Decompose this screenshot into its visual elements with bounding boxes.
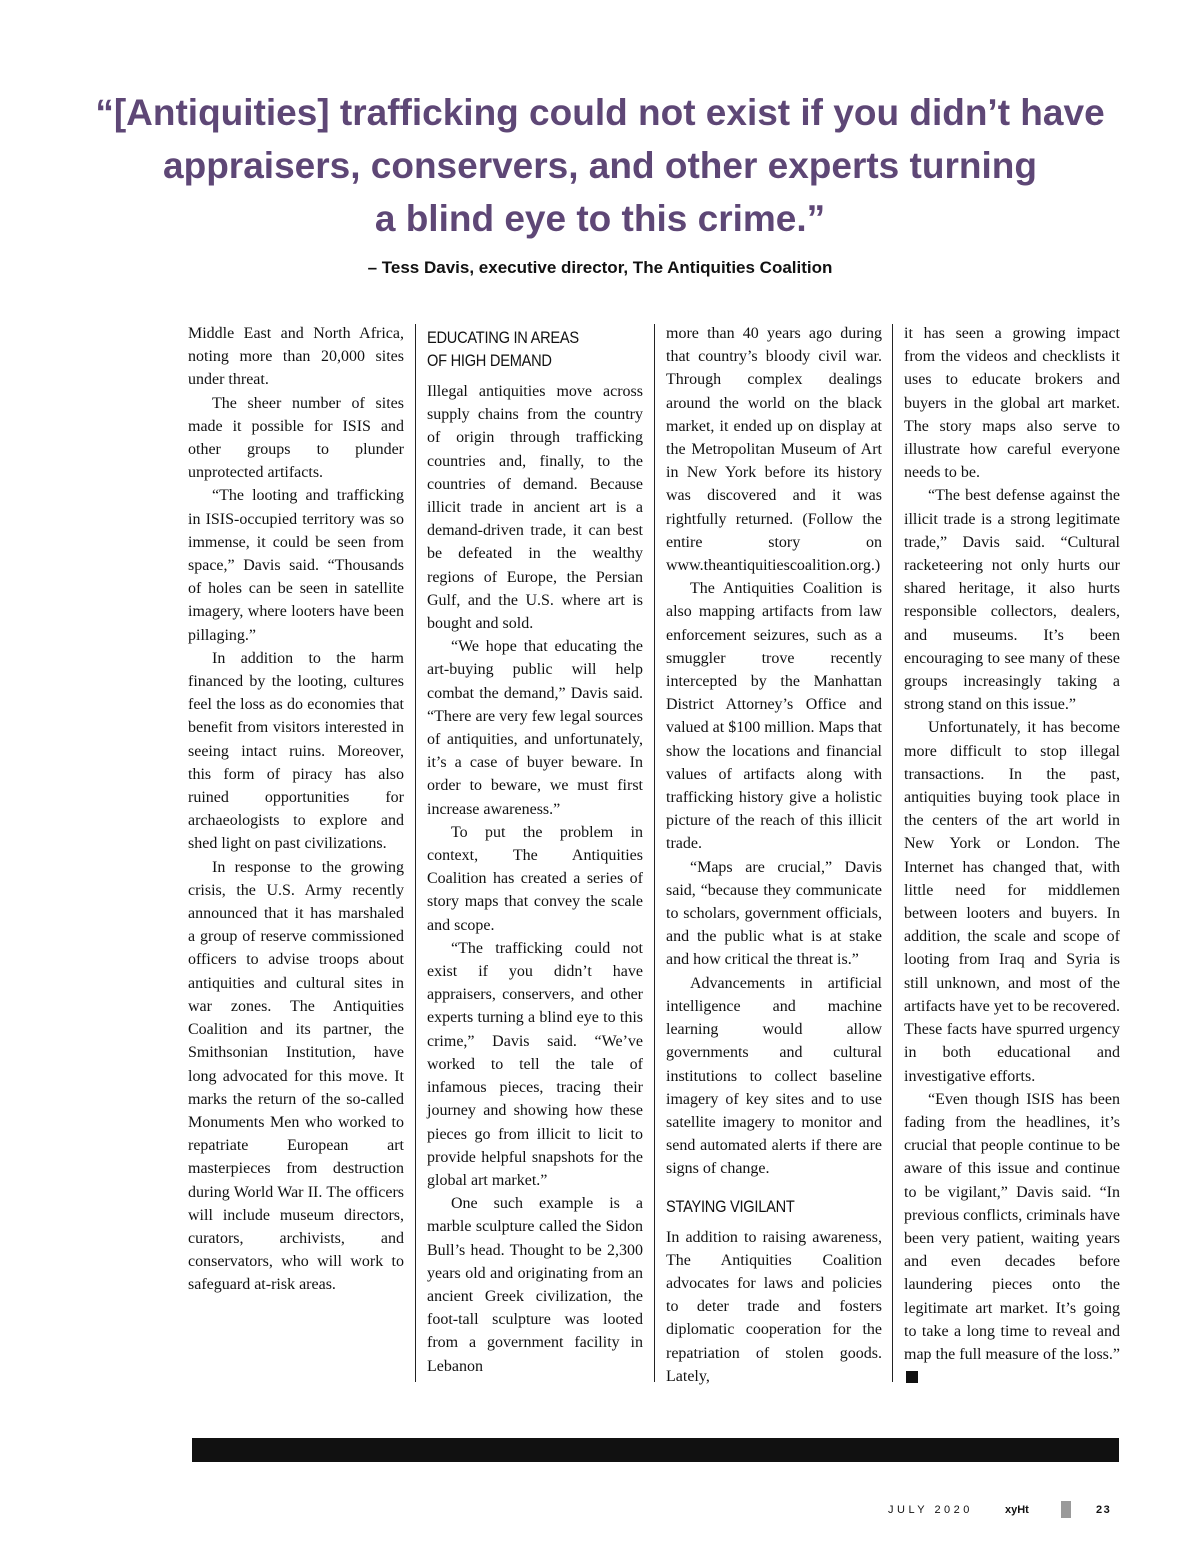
paragraph: more than 40 years ago during that country’s bloody civil war. Through complex dealings around the world on the black market, it ended up on display at the Metropolitan Museum of Art in New York before its history was discovered and it was rightfully returned. (Follow the entire story on www.theantiquitiescoalition.org.) [666,325,882,575]
paragraph: The Antiquities Coalition is also mapping artifacts from law enforcement seizures, such as a smuggler trove recently intercepted by the Manhattan District Attorney’s Office and valued at $100 million. Maps that show the locations and financial values of artifacts along with trafficking history give a holistic picture of the reach of this illicit trade. [666,580,882,853]
paragraph: In addition to raising awareness, The Antiquities Coalition advocates for laws and policies to deter trade and fosters diplomatic cooperation for the repatriation of stolen goods. Lately, [666,1228,882,1385]
paragraph-text: “Even though ISIS has been fading from the headlines, it’s crucial that people continue to be aware of this issue and continue to be vigilant,” Davis said. “In previous conflicts, criminals have been very patient, waiting years and even decades before laundering pieces onto the legitimate art market. It’s going to take a long time to reveal and map the full measure of the loss.” [904,1090,1120,1363]
column-divider [654,324,655,1382]
paragraph: To put the problem in context, The Antiquities Coalition has created a series of story maps that convey the scale and scope. [427,823,643,934]
section-heading [666,1195,852,1218]
paragraph: The sheer number of sites made it possible for ISIS and other groups to plunder unprotected artifacts. [188,394,404,482]
paragraph: Advancements in artificial intelligence and machine learning would allow governments and cultural institutions to collect baseline imagery of key sites and to use satellite imagery to monitor and send automated alerts if there are signs of change. [666,974,882,1178]
article-column-1 [188,322,404,1297]
paragraph: In response to the growing crisis, the U.S. Army recently announced that it has marshaled a group of reserve commissioned officers to advise troops about antiquities and cultural sites in war zones. The Antiquities Coalition and its partner, the Smithsonian Institution, have long advocated for this move. It marks the return of the so-called Monuments Men who worked to repatriate European art masterpieces from destruction during World War II. The officers will include museum directors, curators, archivists, and conservators, who will work to safeguard at-risk areas. [188,858,404,1294]
footer-bar [192,1438,1119,1462]
paragraph: One such example is a marble sculpture called the Sidon Bull’s head. Thought to be 2,300 years old and originating from an ancient Greek civilization, the foot-tall sculpture was looted from a government facility in Lebanon [427,1195,643,1375]
paragraph: “We hope that educating the art-buying public will help combat the demand,” Davis said. “There are very few legal sources of antiquities, and unfortunately, it’s a case of buyer beware. In order to beware, we must first increase awareness.” [427,638,643,818]
paragraph: Illegal antiquities move across supply chains from the country of origin through trafficking countries and, finally, to the countries of demand. Because illicit trade in ancient art is a demand-driven trade, it can best be defeated in the wealthy regions of Europe, the Persian Gulf, and the U.S. where art is bought and sold. [427,383,643,633]
end-of-article-mark [906,1371,918,1383]
pull-quote-line: a blind eye to this crime.” [374,198,826,239]
magazine-brand: xyHt [1005,1504,1029,1516]
column-divider [415,324,416,1382]
article-column-3 [666,322,882,1388]
section-heading [427,326,613,372]
pull-quote-attribution: – Tess Davis, executive director, The Antiquities Coalition [367,258,833,277]
paragraph: In addition to the harm financed by the looting, cultures feel the loss as do economies that benefit from visitors interested in seeing intact ruins. Moreover, this form of piracy has also ruined opportunities for archaeologists to explore and shed light on past civilizations. [188,649,404,853]
section-heading-line: OF HIGH DEMAND [427,351,552,370]
folio-divider [1061,1501,1071,1518]
article-column-2 [427,322,643,1378]
issue-date: JULY 2020 [888,1504,973,1516]
paragraph: Unfortunately, it has become more difficult to stop illegal transactions. In the past, antiquities buying took place in the centers of the art world in New York or London. The Internet has changed that, with little need for middlemen between looters and buyers. In addition, the scale and scope of looting from Iraq and Syria is still unknown, and most of the artifacts have yet to be recovered. These facts have spurred urgency in both educational and investigative efforts. [904,719,1120,1085]
section-heading-line: STAYING VIGILANT [666,1196,795,1216]
pull-quote [90,86,1110,245]
column-divider [892,324,893,1382]
paragraph [904,1088,1120,1390]
article-column-4 [904,322,1120,1389]
paragraph: “The looting and trafficking in ISIS-occupied territory was so immense, it could be seen from space,” Davis said. “Thousands of holes can be seen in satellite imagery, where looters have been pillaging.” [188,487,404,644]
pull-quote-line: appraisers, conservers, and other experts turning [163,145,1037,186]
paragraph: it has seen a growing impact from the videos and checklists it uses to educate brokers and buyers in the global art market. The story maps also serve to illustrate how careful everyone needs to be. [904,325,1120,482]
section-heading-line: EDUCATING IN AREAS [427,328,579,347]
paragraph: “The trafficking could not exist if you didn’t have appraisers, conservers, and other experts turning a blind eye to this crime,” Davis said. “We’ve worked to tell the tale of infamous pieces, tracing their journey and showing how these pieces go from illicit to licit to provide helpful snapshots for the global art market.” [427,939,643,1189]
pull-quote-line: “[Antiquities] trafficking could not exist if you didn’t have [95,92,1105,133]
paragraph: Middle East and North Africa, noting more than 20,000 sites under threat. [188,325,404,389]
paragraph: “Maps are crucial,” Davis said, “because they communicate to scholars, government officials, and the public what is at stake and how critical the threat is.” [666,858,882,969]
page-number: 23 [1096,1504,1112,1516]
paragraph: “The best defense against the illicit trade is a strong legitimate trade,” Davis said. “Cultural racketeering not only hurts our shared heritage, it also hurts responsible collectors, dealers, and museums. It’s been encouraging to see many of these groups increasingly taking a strong stand on this issue.” [904,487,1120,714]
